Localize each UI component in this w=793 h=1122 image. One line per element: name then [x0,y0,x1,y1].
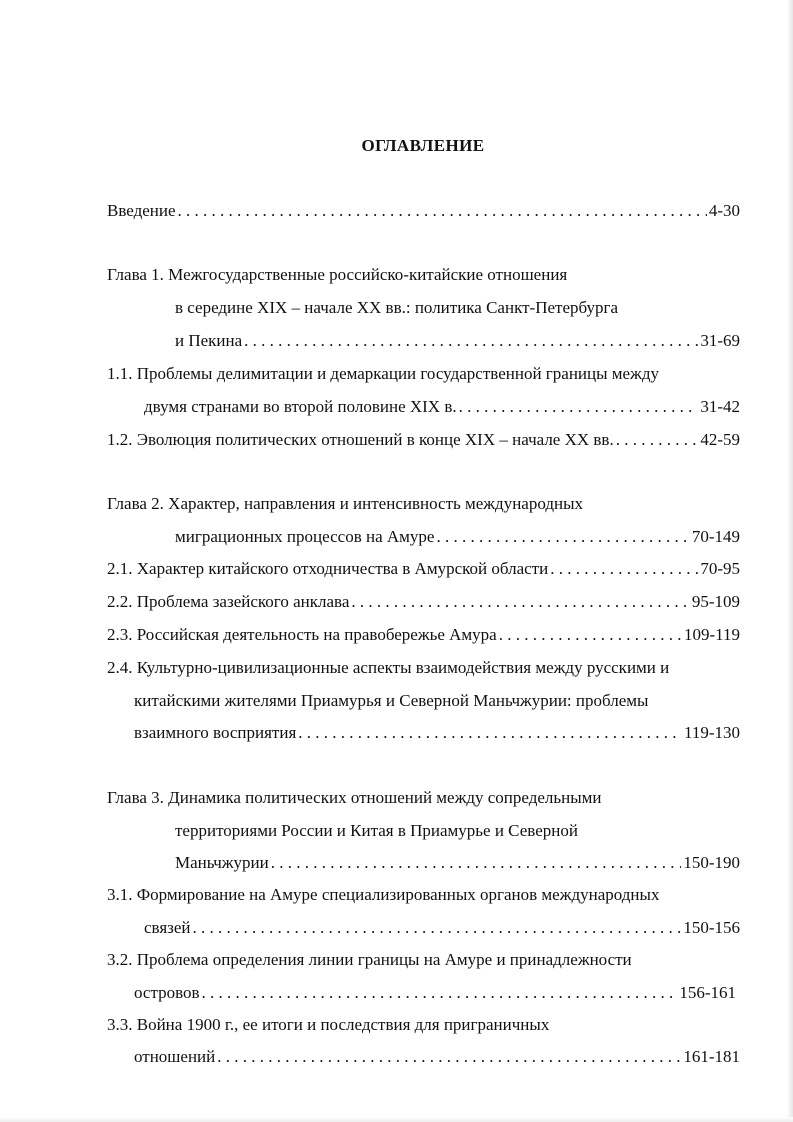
toc-leader-dots [271,850,682,876]
toc-leader-dots [459,394,699,420]
toc-section-3-3-line-2 [134,1044,740,1070]
toc-section-1-1-line-1: 1.1. Проблемы делимитации и демаркации государственной границы между [107,364,659,383]
toc-page-range: 156-161 [679,983,736,1002]
toc-chapter-3-line-2: территориями России и Китая в Приамурье и Северной [175,821,578,840]
toc-leader-dots [550,556,698,582]
toc-page-range: 161-181 [683,1047,740,1066]
toc-section-2-2 [107,589,740,615]
toc-entry-text: 2.1. Характер китайского отходничества в Амурской области [107,559,549,578]
toc-section-2-3 [107,622,740,648]
toc-leader-dots [244,328,698,354]
toc-section-2-4-line-1: 2.4. Культурно-цивилизационные аспекты взаимодействия между русскими и [107,658,670,677]
toc-entry-text: 1.2. Эволюция политических отношений в конце XIX – начале XX вв. [107,430,614,449]
toc-chapter-2-line-1: Глава 2. Характер, направления и интенсивность международных [107,494,584,513]
toc-page-range: 31-42 [700,397,740,416]
toc-section-1-1-line-2 [144,394,740,420]
toc-section-3-1-line-1: 3.1. Формирование на Амуре специализированных органов международных [107,885,660,904]
toc-entry-text: и Пекина [175,331,243,350]
toc-entry-text: связей [144,918,191,937]
toc-section-1-2 [107,427,740,453]
toc-leader-dots [616,427,699,453]
toc-entry-text: 2.2. Проблема зазейского анклава [107,592,350,611]
toc-page-range: 4-30 [708,201,740,220]
toc-chapter-1-line-3 [175,328,740,354]
toc-leader-dots [178,198,707,224]
toc-section-2-4-line-3 [134,720,740,746]
toc-page-range: 119-130 [683,723,740,742]
toc-page-range: 70-149 [691,527,740,546]
toc-section-2-4-line-2: китайскими жителями Приамурья и Северной Маньчжурии: проблемы [134,691,649,710]
toc-page-range: 95-109 [691,592,740,611]
toc-section-3-1-line-2 [144,915,740,941]
toc-leader-dots [351,589,689,615]
toc-entry-text: миграционных процессов на Амуре [175,527,435,546]
toc-page-range: 109-119 [683,625,740,644]
toc-chapter-1-line-2: в середине XIX – начале XX вв.: политика Санкт-Петербурга [175,298,619,317]
toc-page-range: 150-156 [683,918,740,937]
toc-page-range: 31-69 [700,331,740,350]
toc-entry-text: взаимного восприятия [134,723,297,742]
toc-page-range: 70-95 [700,559,740,578]
toc-leader-dots [202,980,678,1006]
page-title: ОГЛАВЛЕНИЕ [361,136,485,155]
toc-leader-dots [436,524,689,550]
toc-leader-dots [499,622,682,648]
toc-chapter-3-line-3 [175,850,740,876]
toc-page-range: 42-59 [700,430,740,449]
toc-chapter-2-line-2 [175,524,740,550]
toc-entry-text: Маньчжурии [175,853,269,872]
toc-leader-dots [193,915,682,941]
toc-entry-text: двумя странами во второй половине XIX в. [144,397,457,416]
toc-leader-dots [217,1044,681,1070]
toc-entry-text: 2.3. Российская деятельность на правобережье Амура [107,625,497,644]
page-edge-shadow [787,0,793,1122]
toc-chapter-3-line-1: Глава 3. Динамика политических отношений между сопредельными [107,788,602,807]
toc-entry-text: Введение [107,201,176,220]
toc-section-2-1 [107,556,740,582]
toc-leader-dots [298,720,682,746]
toc-section-3-2-line-1: 3.2. Проблема определения линии границы на Амуре и принадлежности [107,950,632,969]
toc-page-range: 150-190 [683,853,740,872]
toc-entry-intro [107,198,740,224]
toc-section-3-3-line-1: 3.3. Война 1900 г., ее итоги и последствия для приграничных [107,1015,550,1034]
toc-section-3-2-line-2 [134,980,736,1006]
page-edge-shadow-bottom [0,1117,793,1122]
toc-chapter-1-line-1: Глава 1. Межгосударственные российско-китайские отношения [107,265,568,284]
toc-entry-text: отношений [134,1047,216,1066]
toc-entry-text: островов [134,983,200,1002]
